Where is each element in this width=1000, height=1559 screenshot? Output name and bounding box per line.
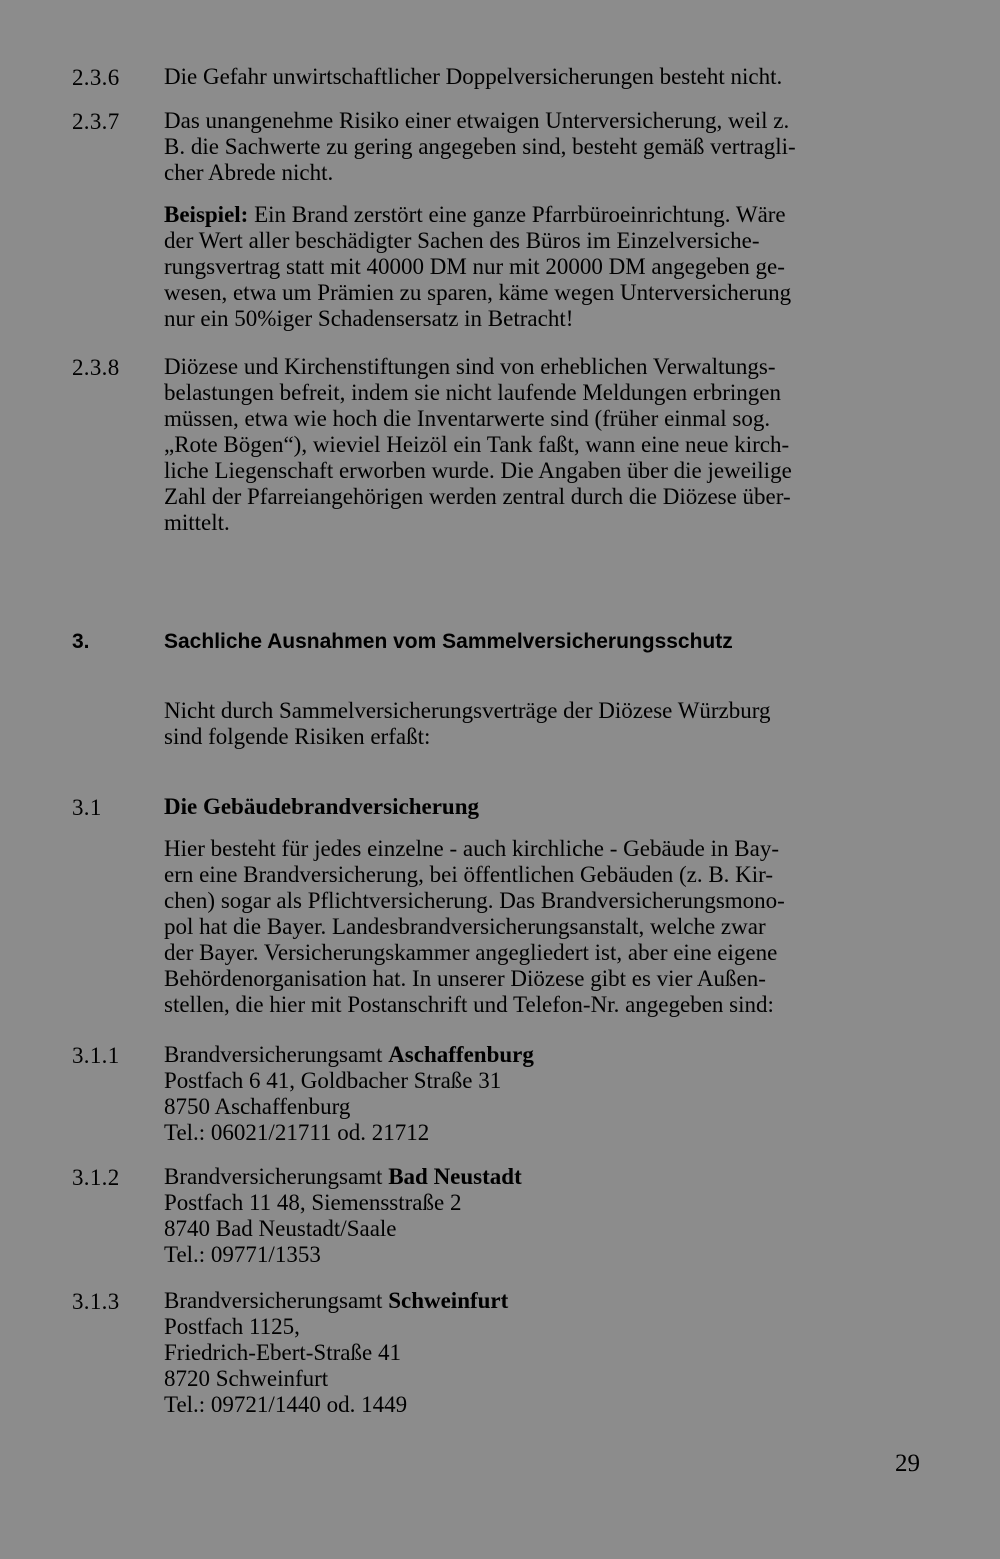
- example-text: Ein Brand zerstört eine ganze Pfarrbüroeinrichtung. Wäre: [248, 202, 786, 227]
- phone-line: Tel.: 09721/1440 od. 1449: [164, 1392, 408, 1417]
- text-line: Nicht durch Sammelversicherungsverträge der Diözese Würzburg: [164, 698, 771, 723]
- address-block: [164, 1164, 922, 1268]
- address-line: Friedrich-Ebert-Straße 41: [164, 1340, 401, 1365]
- paragraph: [164, 64, 922, 90]
- address-line: 8740 Bad Neustadt/Saale: [164, 1216, 397, 1241]
- section-number: 2.3.6: [72, 65, 120, 90]
- text-line: [164, 202, 922, 228]
- office-prefix: Brandversicherungsamt: [164, 1042, 389, 1067]
- text-line: der Wert aller beschädigter Sachen des Büros im Einzelversiche-: [164, 228, 760, 253]
- text-line: Hier besteht für jedes einzelne - auch kirchliche - Gebäude in Bay-: [164, 836, 779, 861]
- text-line: rungsvertrag statt mit 40000 DM nur mit 20000 DM angegeben ge-: [164, 254, 785, 279]
- section-number: 2.3.8: [72, 355, 120, 380]
- address-block: [164, 1042, 922, 1146]
- section-number: 3.1: [72, 795, 102, 820]
- address-line: Postfach 6 41, Goldbacher Straße 31: [164, 1068, 502, 1093]
- phone-line: Tel.: 06021/21711 od. 21712: [164, 1120, 430, 1145]
- section-number: 3.1.1: [72, 1043, 120, 1068]
- text-line: wesen, etwa um Prämien zu sparen, käme wegen Unterversicherung: [164, 280, 792, 305]
- text-line: Diözese und Kirchenstiftungen sind von erheblichen Verwaltungs-: [164, 354, 776, 379]
- text-line: Die Gefahr unwirtschaftlicher Doppelversicherungen besteht nicht.: [164, 64, 783, 89]
- text-line: liche Liegenschaft erworben wurde. Die Angaben über die jeweilige: [164, 458, 792, 483]
- office-prefix: Brandversicherungsamt: [164, 1164, 389, 1189]
- example-paragraph: [164, 202, 922, 332]
- office-prefix: Brandversicherungsamt: [164, 1288, 389, 1313]
- text-line: nur ein 50%iger Schadensersatz in Betracht!: [164, 306, 574, 331]
- text-line: sind folgende Risiken erfaßt:: [164, 724, 431, 749]
- text-line: ern eine Brandversicherung, bei öffentlichen Gebäuden (z. B. Kir-: [164, 862, 774, 887]
- page-number: 29: [895, 1450, 920, 1477]
- address-block: [164, 1288, 922, 1418]
- text-line: Behördenorganisation hat. In unserer Diözese gibt es vier Außen-: [164, 966, 766, 991]
- text-line: belastungen befreit, indem sie nicht laufende Meldungen erbringen: [164, 380, 781, 405]
- intro-paragraph: [164, 698, 922, 750]
- text-line: der Bayer. Versicherungskammer angegliedert ist, aber eine eigene: [164, 940, 778, 965]
- text-line: Das unangenehme Risiko einer etwaigen Unterversicherung, weil z.: [164, 108, 790, 133]
- example-label: Beispiel:: [164, 202, 249, 227]
- section-number: 2.3.7: [72, 109, 120, 134]
- address-line: 8720 Schweinfurt: [164, 1366, 329, 1391]
- text-line: müssen, etwa wie hoch die Inventarwerte sind (früher einmal sog.: [164, 406, 771, 431]
- address-line: Postfach 11 48, Siemensstraße 2: [164, 1190, 462, 1215]
- text-line: pol hat die Bayer. Landesbrandversicherungsanstalt, welche zwar: [164, 914, 766, 939]
- section-number: 3.1.2: [72, 1165, 120, 1190]
- phone-line: Tel.: 09771/1353: [164, 1242, 321, 1267]
- text-line: mittelt.: [164, 510, 230, 535]
- office-line: [164, 1288, 922, 1314]
- office-line: [164, 1164, 922, 1190]
- paragraph: [164, 836, 922, 1018]
- office-name: Bad Neustadt: [388, 1164, 522, 1189]
- paragraph: [164, 354, 922, 536]
- office-line: [164, 1042, 922, 1068]
- section-number: 3.1.3: [72, 1289, 120, 1314]
- text-line: B. die Sachwerte zu gering angegeben sind, besteht gemäß vertragli-: [164, 134, 796, 159]
- office-name: Schweinfurt: [388, 1288, 509, 1313]
- text-line: stellen, die hier mit Postanschrift und Telefon-Nr. angegeben sind:: [164, 992, 774, 1017]
- address-line: 8750 Aschaffenburg: [164, 1094, 351, 1119]
- text-line: „Rote Bögen“), wieviel Heizöl ein Tank faßt, wann eine neue kirch-: [164, 432, 790, 457]
- paragraph: [164, 108, 922, 186]
- section-title: Die Gebäudebrandversicherung: [164, 794, 479, 819]
- text-line: cher Abrede nicht.: [164, 160, 334, 185]
- address-line: Postfach 1125,: [164, 1314, 300, 1339]
- chapter-number: 3.: [72, 630, 90, 653]
- text-line: Zahl der Pfarreiangehörigen werden zentral durch die Diözese über-: [164, 484, 791, 509]
- office-name: Aschaffenburg: [388, 1042, 534, 1067]
- chapter-title: Sachliche Ausnahmen vom Sammelversicherungsschutz: [164, 630, 733, 653]
- text-line: chen) sogar als Pflichtversicherung. Das Brandversicherungsmono-: [164, 888, 785, 913]
